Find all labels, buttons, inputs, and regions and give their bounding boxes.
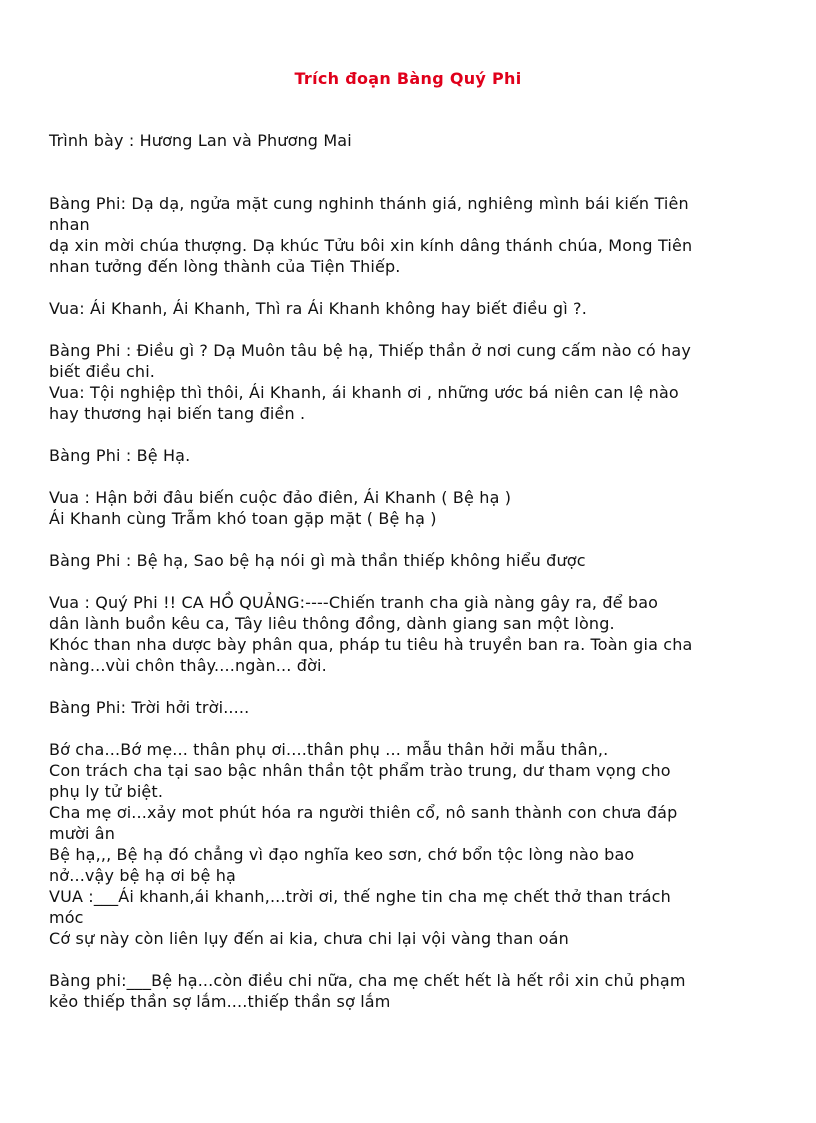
text-line: nhan tưởng đến lòng thành của Tiện Thiếp. bbox=[49, 257, 401, 276]
text-line: Bàng Phi: Dạ dạ, ngửa mặt cung nghinh thánh giá, nghiêng mình bái kiến Tiên bbox=[49, 194, 689, 213]
paragraph-bang-phi-2 bbox=[49, 340, 771, 424]
paragraph-vua-1 bbox=[49, 298, 771, 319]
text-line: Bàng Phi : Bệ hạ, Sao bệ hạ nói gì mà thần thiếp không hiểu được bbox=[49, 551, 586, 570]
paragraph-bang-phi-5 bbox=[49, 697, 771, 718]
text-line: dạ xin mời chúa thượng. Dạ khúc Tửu bôi xin kính dâng thánh chúa, Mong Tiên bbox=[49, 236, 693, 255]
text-line: hay thương hại biến tang điền . bbox=[49, 404, 306, 423]
paragraph-vua-3 bbox=[49, 592, 771, 676]
paragraph-bang-phi-6 bbox=[49, 970, 771, 1012]
paragraph-bang-phi-3 bbox=[49, 445, 771, 466]
paragraph-bang-phi-4 bbox=[49, 550, 771, 571]
paragraph-performers bbox=[49, 130, 771, 151]
text-line: Bệ hạ,,, Bệ hạ đó chẳng vì đạo nghĩa keo sơn, chớ bổn tộc lòng nào bao bbox=[49, 845, 635, 864]
text-line: mười ân bbox=[49, 824, 116, 843]
text-line: kẻo thiếp thần sợ lắm....thiếp thần sợ lắm bbox=[49, 992, 391, 1011]
paragraph-lament bbox=[49, 739, 771, 949]
text-line: Con trách cha tại sao bậc nhân thần tột phẩm trào trung, dư tham vọng cho bbox=[49, 761, 671, 780]
text-line: Cớ sự này còn liên lụy đến ai kia, chưa chi lại vội vàng than oán bbox=[49, 929, 569, 948]
text-line: biết điều chi. bbox=[49, 362, 156, 381]
text-line: Vua: Tội nghiệp thì thôi, Ái Khanh, ái khanh ơi , những ước bá niên can lệ nào bbox=[49, 383, 679, 402]
text-line: nàng...vùi chôn thây....ngàn... đời. bbox=[49, 656, 327, 675]
paragraph-vua-2 bbox=[49, 487, 771, 529]
text-line: dân lành buồn kêu ca, Tây liêu thông đồng, dành giang san một lòng. bbox=[49, 614, 615, 633]
text-line: Bớ cha...Bớ mẹ... thân phụ ơi....thân phụ ... mẫu thân hởi mẫu thân,. bbox=[49, 740, 609, 759]
paragraph-bang-phi-1 bbox=[49, 193, 771, 277]
text-line: Vua : Quý Phi !! CA HỒ QUẢNG:----Chiến tranh cha già nàng gây ra, để bao bbox=[49, 593, 659, 612]
text-line: Trình bày : Hương Lan và Phương Mai bbox=[49, 131, 352, 150]
text-line: Khóc than nha dược bày phân qua, pháp tu tiêu hà truyền ban ra. Toàn gia cha bbox=[49, 635, 693, 654]
text-line: VUA :___Ái khanh,ái khanh,...trời ơi, thế nghe tin cha mẹ chết thở than trách bbox=[49, 887, 671, 906]
text-line: Bàng phi:___Bệ hạ...còn điều chi nữa, cha mẹ chết hết là hết rồi xin chủ phạm bbox=[49, 971, 686, 990]
text-line: Bàng Phi: Trời hởi trời..... bbox=[49, 698, 250, 717]
document-body bbox=[49, 130, 771, 1012]
text-line: nhan bbox=[49, 215, 90, 234]
text-line: phụ ly tử biệt. bbox=[49, 782, 164, 801]
text-line: Vua : Hận bởi đâu biến cuộc đảo điên, Ái Khanh ( Bệ hạ ) bbox=[49, 488, 512, 507]
text-line: Ái Khanh cùng Trẫm khó toan gặp mặt ( Bệ hạ ) bbox=[49, 509, 437, 528]
text-line: nở...vậy bệ hạ ơi bệ hạ bbox=[49, 866, 236, 885]
text-line: Bàng Phi : Điều gì ? Dạ Muôn tâu bệ hạ, Thiếp thần ở nơi cung cấm nào có hay bbox=[49, 341, 691, 360]
text-line: Vua: Ái Khanh, Ái Khanh, Thì ra Ái Khanh không hay biết điều gì ?. bbox=[49, 299, 587, 318]
text-line: Bàng Phi : Bệ Hạ. bbox=[49, 446, 191, 465]
text-line: móc bbox=[49, 908, 84, 927]
text-line: Cha mẹ ơi...xảy mot phút hóa ra người thiên cổ, nô sanh thành con chưa đáp bbox=[49, 803, 678, 822]
document-title: Trích đoạn Bàng Quý Phi bbox=[294, 69, 522, 88]
